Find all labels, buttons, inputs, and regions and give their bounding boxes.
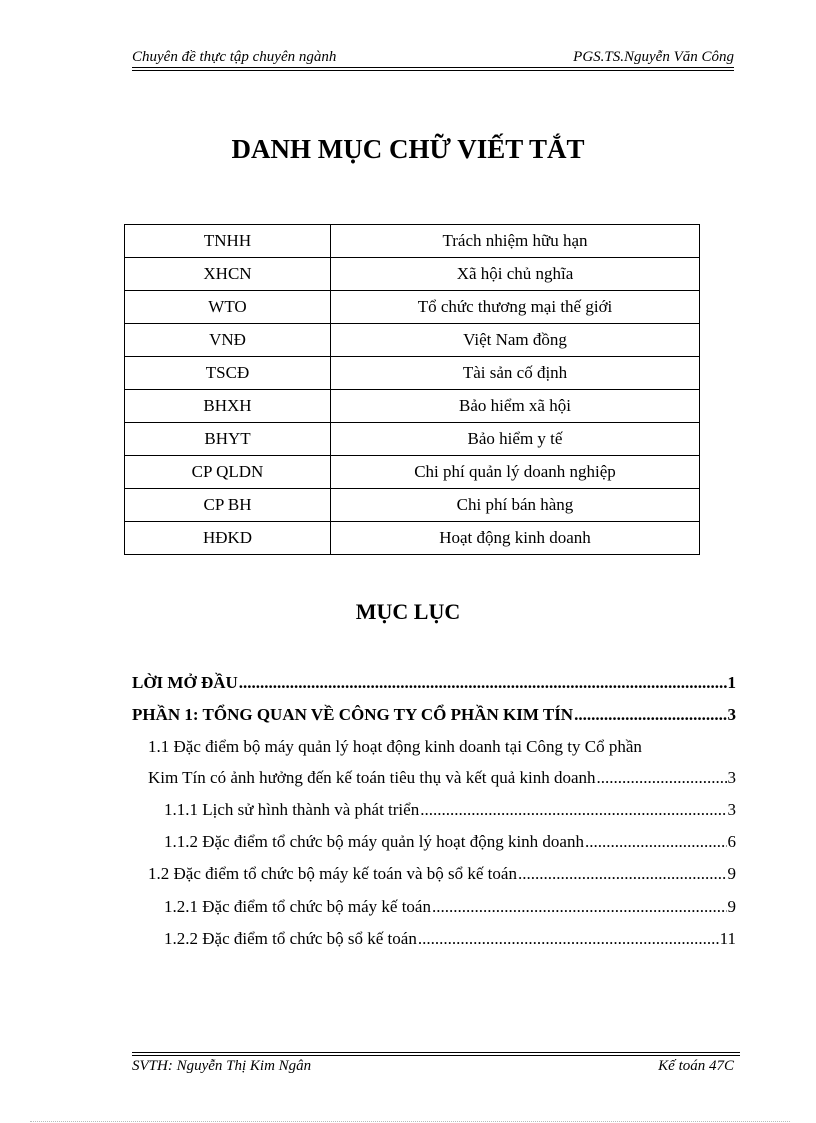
toc-entry-text: 1.2.2 Đặc điểm tổ chức bộ sổ kế toán [164,929,417,948]
header-divider [132,70,734,71]
table-row [125,258,700,291]
meaning-cell: Tổ chức thương mại thế giới [331,291,700,324]
toc-entry-text: 1.2.1 Đặc điểm tổ chức bộ máy kế toán [164,897,431,916]
toc-page-number: 3 [727,705,736,724]
toc-entry-text: Kim Tín có ảnh hưởng đến kế toán tiêu thụ và kết quả kinh doanh [148,768,596,787]
page-header [132,49,734,68]
abbr-cell: BHXH [125,390,331,423]
abbreviations-title: DANH MỤC CHỮ VIẾT TẮT [231,134,585,164]
meaning-cell: Bảo hiểm xã hội [331,390,700,423]
table-row [125,456,700,489]
toc-page-number: 9 [727,864,736,883]
abbr-cell: HĐKD [125,522,331,555]
meaning-cell: Chi phí bán hàng [331,489,700,522]
footer-right-text: Kế toán 47C [658,1058,734,1074]
toc-page-number: 11 [719,929,736,948]
footer-divider [132,1055,740,1056]
toc-page-number: 1 [727,673,736,692]
toc-entry[interactable] [148,768,736,788]
meaning-cell: Tài sản cố định [331,357,700,390]
toc-entry[interactable] [164,832,736,852]
table-row [125,225,700,258]
toc-entry[interactable] [148,864,736,884]
abbr-cell: XHCN [125,258,331,291]
toc-leader [574,705,726,725]
meaning-cell: Việt Nam đồng [331,324,700,357]
page-edge [30,1121,790,1122]
abbr-cell: CP QLDN [125,456,331,489]
footer-divider [132,1052,740,1053]
toc-leader [518,864,727,884]
toc-entry-text[interactable]: 1.1 Đặc điểm bộ máy quản lý hoạt động kinh doanh tại Công ty Cổ phần [148,737,642,756]
toc-entry[interactable] [164,897,736,917]
toc-page-number: 3 [727,800,736,819]
toc-entry-text: 1.1.2 Đặc điểm tổ chức bộ máy quản lý hoạt động kinh doanh [164,832,584,851]
toc-leader [432,897,727,917]
meaning-cell: Chi phí quản lý doanh nghiệp [331,456,700,489]
meaning-cell: Bảo hiểm y tế [331,423,700,456]
abbr-cell: WTO [125,291,331,324]
table-row [125,324,700,357]
toc-leader [585,832,727,852]
meaning-cell: Hoạt động kinh doanh [331,522,700,555]
abbr-cell: BHYT [125,423,331,456]
toc-leader [418,929,719,949]
table-row [125,489,700,522]
table-row [125,390,700,423]
toc-entry-text: PHẦN 1: TỔNG QUAN VỀ CÔNG TY CỔ PHẦN KIM TÍN [132,705,574,724]
abbr-cell: VNĐ [125,324,331,357]
toc-entry[interactable] [132,705,736,725]
abbreviations-table [124,224,700,555]
abbr-cell: TNHH [125,225,331,258]
abbr-cell: TSCĐ [125,357,331,390]
toc-entry[interactable] [132,673,736,693]
toc-entry-text: LỜI MỞ ĐẦU [132,673,238,692]
toc-entry[interactable] [164,800,736,820]
toc-leader [597,768,727,788]
table-row [125,423,700,456]
toc-page-number: 9 [727,897,736,916]
meaning-cell: Trách nhiệm hữu hạn [331,225,700,258]
footer-left-text: SVTH: Nguyễn Thị Kim Ngân [132,1058,312,1074]
toc-entry-text: 1.1.1 Lịch sử hình thành và phát triển [164,800,420,819]
table-row [125,357,700,390]
header-right-text: PGS.TS.Nguyễn Văn Công [573,49,734,65]
toc-leader [239,673,727,693]
toc-title: MỤC LỤC [355,599,461,624]
toc-entry[interactable] [164,929,736,949]
meaning-cell: Xã hội chủ nghĩa [331,258,700,291]
toc-page-number: 6 [727,832,736,851]
toc-leader [420,800,726,820]
header-left-text: Chuyên đề thực tập chuyên ngành [132,49,337,65]
table-row [125,522,700,555]
toc-entry-text: 1.2 Đặc điểm tổ chức bộ máy kế toán và bộ sổ kế toán [148,864,517,883]
abbr-cell: CP BH [125,489,331,522]
table-row [125,291,700,324]
toc-page-number: 3 [727,768,736,787]
